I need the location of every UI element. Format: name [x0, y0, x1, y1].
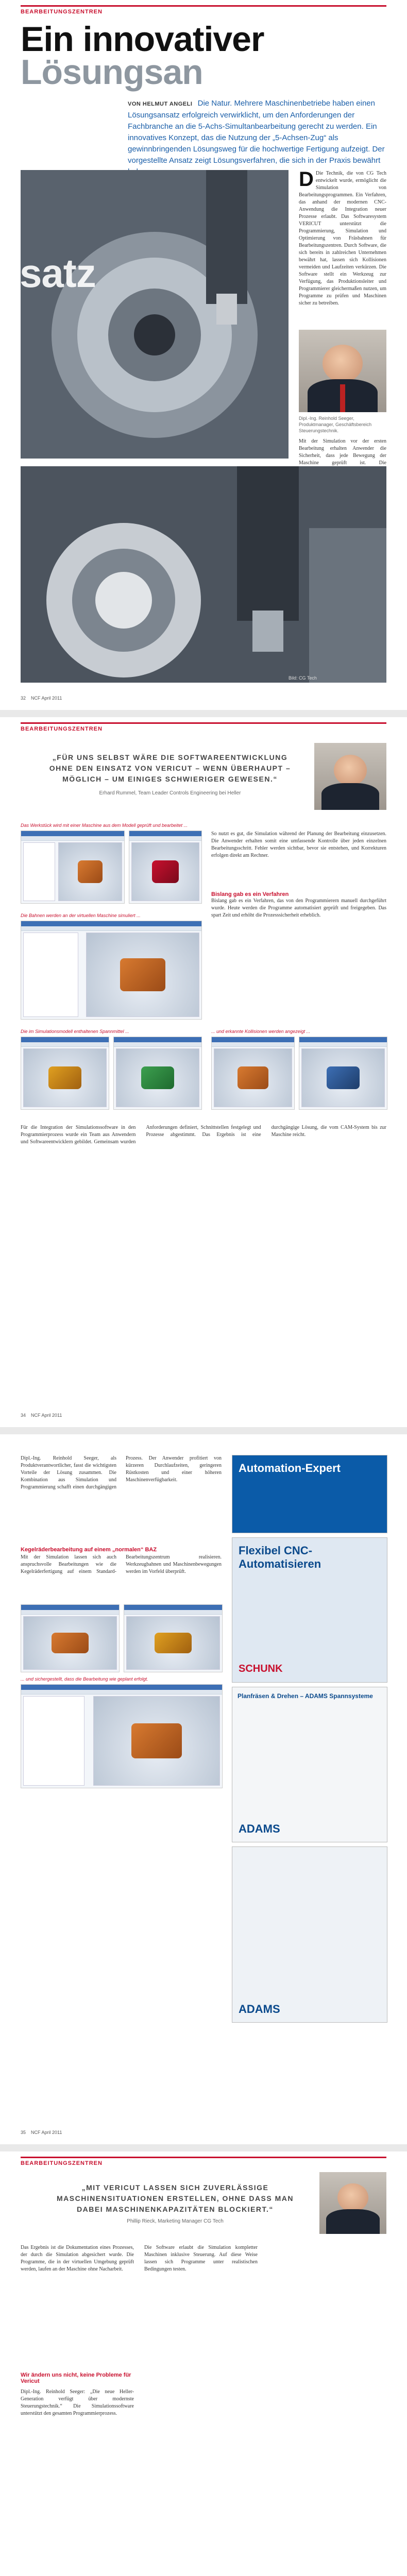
machine-detail-photo: [21, 466, 386, 683]
ad-adams-text: Planfräsen & Drehen – ADAMS Spannsysteme: [238, 1692, 373, 1700]
pull-quote: „MIT VERICUT LASSEN SICH ZUVERLÄSSIGE MASCHINENSITUATIONEN ERSTELLEN, OHNE DASS MAN DABEI MASCHINENKAPAZITÄTEN BLOCKIERT.“: [56, 2183, 294, 2213]
photo-credit: Bild: CG Tech: [289, 675, 317, 681]
screenshot-3: [21, 921, 202, 1020]
machine-photo: [21, 170, 289, 459]
portrait-suit: [321, 783, 379, 810]
quote-author: Phillip Rieck, Marketing Manager CG Tech: [127, 2218, 224, 2224]
page-1: [0, 0, 407, 710]
body-column-2: Mit der Simulation vor der ersten Bearbeitung erhalten Anwender die Sicherheit, dass jede Bewegung der Maschine geprüft ist. Die: [299, 438, 386, 466]
portrait-face: [334, 755, 367, 786]
screenshot-caption-5: ... und sichergestellt, dass die Bearbeitung wie geplant erfolgt.: [21, 1676, 148, 1682]
screenshot-7: [299, 1037, 387, 1110]
portrait-suit: [326, 2209, 380, 2234]
screenshot-caption-3: Die im Simulationsmodell enthaltenen Spannmittel ...: [21, 1029, 129, 1034]
screenshot-caption-1: Das Werkstück wird mit einer Maschine aus dem Modell geprüft und bearbeitet ...: [21, 823, 188, 828]
sub-heading: Bislang gab es ein Verfahren: [211, 891, 289, 897]
pull-quote: „FÜR UNS SELBST WÄRE DIE SOFTWAREENTWICKLUNG OHNE DEN EINSATZ VON VERICUT – WENN ÜBERHAUPT – MÖGLICH – UM EINIGES SCHWIERIGER GEWESEN.“: [49, 753, 291, 783]
sub-heading: Kegelräderbearbeitung auf einem „normalen“ BAZ: [21, 1547, 157, 1553]
page-separator: [0, 2144, 407, 2151]
quote-portrait: [314, 743, 386, 810]
ad-automation[interactable]: [232, 1455, 387, 1533]
screenshot-4: [21, 1037, 109, 1110]
sub-heading: Wir ändern uns nicht, keine Probleme für Vericut: [21, 2372, 131, 2384]
page-footer: [21, 696, 62, 701]
ad-brand-adams-1: ADAMS: [239, 1822, 280, 1835]
portrait-face: [323, 345, 363, 383]
page-separator: [0, 710, 407, 717]
quote-portrait: [319, 2172, 386, 2234]
body-text-1: Die Technik, die von CG Tech entwickelt wurde, ermöglicht die Simulation von Bearbeitungsprogrammen. Ein Verfahren, das anhand der modernen CNC-Anwendung die Integration neuer Prozesse erlaubt. Das Softwaresystem VERICUT unterstützt die Programmierung, Simulation und Optimierung von Fräsbahnen für Bearbeitungszentren. Durch Software, die sich bereits in zahlreichen Unternehmen bewährt hat, lassen sich Kollisionen vermeiden und Laufzeiten verkürzen. Die Software stellt ein Werkzeug zur Verfügung, das Produktionsleiter und Programmierer gleichermaßen nutzen, um Programme zu prüfen und Maschinen sicher zu betreiben.: [299, 171, 386, 306]
ad-title-1: Automation-Expert: [239, 1462, 341, 1475]
screenshot-2: [129, 831, 202, 904]
issue: NCF April 2011: [31, 1413, 62, 1418]
body-column-right: So nutzt es gut, die Simulation während der Planung der Bearbeitung einzusetzen. Die Anwender erhalten somit eine umfassende Kontrolle über jeden einzelnen Bearbeitungsschritt. Fehler werden sichtbar, bevor sie entstehen, und Korrekturen erfolgen direkt am Rechner.: [211, 831, 386, 858]
issue: NCF April 2011: [31, 696, 62, 701]
issue: NCF April 2011: [31, 2130, 62, 2135]
section-header: BEARBEITUNGSZENTREN: [21, 5, 386, 15]
body-column-right-2: Bislang gab es ein Verfahren, das von den Programmierern manuell durchgeführt wurde. Heute werden die Programme automatisiert geprüft und freigegeben. Das spart Zeit und erhöht die Prozesssicherheit erheblich.: [211, 898, 386, 918]
article-title-line-1: Ein innovativer: [21, 20, 264, 59]
body-column-2: Dipl.-Ing. Reinhold Seeger: „Die neue Heller-Generation verfügt über modernste Steuerungstechnik.“ Die Simulationssoftware unterstützt den gesamten Programmierprozess.: [21, 2389, 134, 2416]
body-column-3: Die Software erlaubt die Simulation kompletter Maschinen inklusive Steuerung. Auf diese Weise lassen sich Programme unter realistischen Bedingungen testen.: [144, 2245, 258, 2272]
article-title-line-3: satz: [20, 250, 96, 296]
machine-detail-illustration: [21, 466, 386, 683]
screenshot-8: [21, 1604, 120, 1672]
body-columns-bottom: Für die Integration der Simulationssoftware in den Programmierprozess wurde ein Team aus Anwendern und Softwareentwicklern gebildet. Gemeinsam wurden Anforderungen definiert, Schnittstellen festgelegt und Prozesse abgestimmt. Das Ergebnis ist eine durchgängige Lösung, die vom CAM-System bis zur Maschine reicht.: [21, 1125, 386, 1145]
section-header: BEARBEITUNGSZENTREN: [21, 722, 386, 732]
ad-adams-1[interactable]: [232, 1687, 387, 1842]
page-footer: [21, 1413, 62, 1418]
portrait-caption: Dipl.-Ing. Reinhold Seeger, Produktmanager, Geschäftsbereich Steuerungstechnik.: [299, 416, 372, 433]
page-2: [0, 717, 407, 1427]
body-columns-top: Dipl.-Ing. Reinhold Seeger, als Produktverantwortlicher, fasst die wichtigsten Vorteile der Lösung zusammen. Die Kombination aus Simulation und Programmierung schafft einen durchgängigen Prozess. Der Anwender profitiert von kürzeren Durchlaufzeiten, geringeren Rüstkosten und einer höheren Maschinenverfügbarkeit.: [21, 1455, 222, 1490]
ad-title-2: Flexibel CNC-Automatisieren: [239, 1544, 321, 1570]
screenshot-caption-2: Die Bahnen werden an der virtuellen Maschine simuliert ...: [21, 913, 141, 918]
dropcap: D: [299, 168, 314, 191]
body-columns-middle: Mit der Simulation lassen sich auch anspruchsvolle Bearbeitungen wie die Kegelräderfertigung auf einem Standard-Bearbeitungszentrum realisieren. Werkzeugbahnen und Maschinenbewegungen werden im Vorfeld überprüft.: [21, 1554, 222, 1574]
screenshot-caption-4: ... und erkannte Kollisionen werden angezeigt ...: [211, 1029, 311, 1034]
page-number: 32: [21, 696, 26, 701]
ad-schunk[interactable]: [232, 1537, 387, 1683]
page-number: 34: [21, 1413, 26, 1418]
screenshot-10: [21, 1684, 223, 1788]
author-byline: VON HELMUT ANGELI: [128, 101, 193, 107]
page-separator: [0, 1427, 407, 1434]
machine-illustration: [21, 170, 289, 459]
screenshot-5: [113, 1037, 202, 1110]
lead-text: Die Natur. Mehrere Maschinenbetriebe haben einen Lösungsansatz erfolgreich verwirklicht, um den Anforderungen der Fachbranche an die 5-Achs-Simultanbearbeitung gerecht zu werden. Ein innovatives Konzept, das die Nutzung der „5-Achsen-Zug“ als gewinnbringenden Lösungsweg für die hochwertige Fertigung aufzeigt. Der vorgestellte Ansatz zeigt Lösungsverfahren, die sich in der Praxis bewährt: [128, 99, 385, 165]
portrait-face: [337, 2183, 368, 2212]
body-column-1: Das Ergebnis ist die Dokumentation eines Prozesses, der durch die Simulation abgesichert wurde. Die Programme, die in der virtuellen Umgebung geprüft werden, laufen an der Maschine ohne Nacharbeit.: [21, 2245, 134, 2272]
article-lead: [128, 98, 385, 178]
page-3: [0, 1434, 407, 2144]
screenshot-9: [124, 1604, 223, 1672]
body-column-1: [299, 170, 386, 307]
portrait-tie: [340, 384, 345, 412]
screenshot-6: [211, 1037, 295, 1110]
page-number: 35: [21, 2130, 26, 2135]
page-4: [0, 2151, 407, 2576]
screenshot-1: [21, 831, 125, 904]
ad-brand-adams-2: ADAMS: [239, 2003, 280, 2015]
ad-adams-2[interactable]: [232, 1846, 387, 2023]
page-footer: [21, 2130, 62, 2135]
article-title-line-2: Lösungsan: [21, 53, 203, 92]
portrait-photo: [299, 330, 386, 412]
quote-author: Erhard Rummel, Team Leader Controls Engineering bei Heller: [99, 790, 241, 796]
ad-brand-schunk: SCHUNK: [239, 1663, 283, 1674]
section-header: BEARBEITUNGSZENTREN: [21, 2157, 386, 2166]
